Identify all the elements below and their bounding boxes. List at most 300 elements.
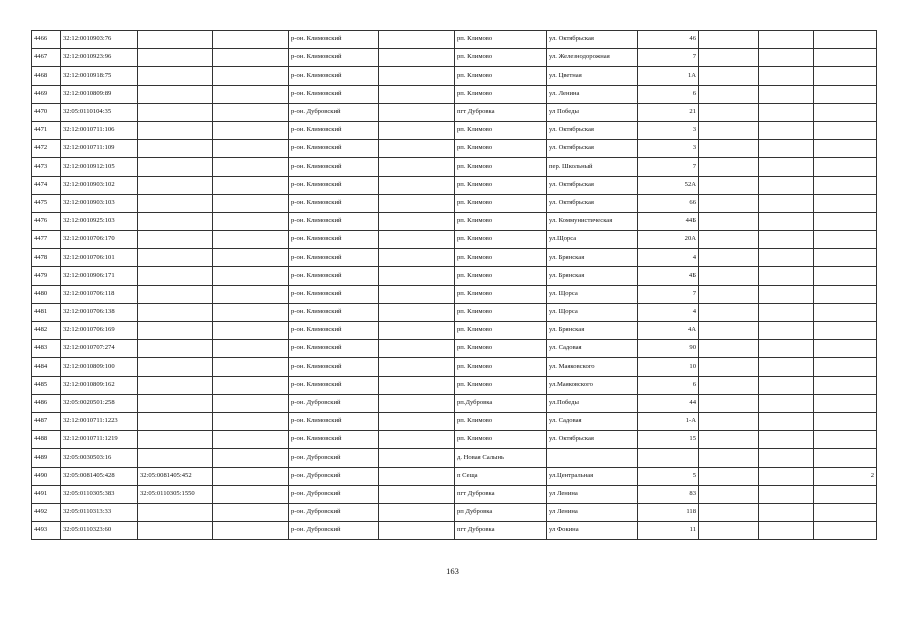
row-number-cell: 4492 [32,503,61,521]
empty-cell [213,231,289,249]
locality-cell: рп. Климово [455,231,547,249]
linked-cadastral-number-cell [138,340,213,358]
empty-cell [759,194,814,212]
table-row [32,431,877,449]
extra-value-cell [814,503,877,521]
house-number-cell: 118 [638,503,699,521]
row-number-cell: 4470 [32,103,61,121]
cadastral-number-cell: 32:12:0010903:103 [61,194,138,212]
page-number: 163 [446,566,459,576]
street-cell: ул. Брянская [547,267,638,285]
locality-cell: рп. Климово [455,67,547,85]
extra-value-cell [814,231,877,249]
district-cell: р-он. Климовский [289,431,379,449]
empty-cell [759,340,814,358]
empty-cell [379,231,455,249]
locality-cell: пгт Дубровка [455,522,547,540]
cadastral-number-cell: 32:12:0010711:1223 [61,412,138,430]
cadastral-number-cell: 32:12:0010903:102 [61,176,138,194]
table-row [32,231,877,249]
cadastral-number-cell: 32:12:0010711:109 [61,140,138,158]
street-cell: ул. Октябрьская [547,194,638,212]
row-number-cell: 4476 [32,212,61,230]
linked-cadastral-number-cell [138,431,213,449]
district-cell: р-он. Климовский [289,121,379,139]
street-cell: ул. Коммунистическая [547,212,638,230]
empty-cell [759,322,814,340]
empty-cell [379,358,455,376]
district-cell: р-он. Климовский [289,140,379,158]
house-number-cell: 4Б [638,267,699,285]
empty-cell [759,376,814,394]
linked-cadastral-number-cell [138,358,213,376]
empty-cell [213,212,289,230]
locality-cell: рп. Климово [455,31,547,49]
district-cell: р-он. Дубровский [289,503,379,521]
table-row [32,67,877,85]
empty-cell [699,103,759,121]
extra-value-cell [814,121,877,139]
empty-cell [759,231,814,249]
house-number-cell: 4 [638,303,699,321]
table-row [32,267,877,285]
row-number-cell: 4473 [32,158,61,176]
table-row [32,140,877,158]
empty-cell [379,158,455,176]
extra-value-cell [814,249,877,267]
extra-value-cell [814,267,877,285]
extra-value-cell [814,176,877,194]
district-cell: р-он. Дубровский [289,394,379,412]
empty-cell [379,340,455,358]
table-row [32,503,877,521]
cadastral-number-cell: 32:12:0010809:100 [61,358,138,376]
linked-cadastral-number-cell [138,31,213,49]
street-cell: ул.Щорса [547,231,638,249]
empty-cell [759,412,814,430]
empty-cell [699,503,759,521]
linked-cadastral-number-cell [138,376,213,394]
empty-cell [699,267,759,285]
empty-cell [379,121,455,139]
house-number-cell: 6 [638,376,699,394]
registry-rows [32,31,877,540]
street-cell: ул.Маяковского [547,376,638,394]
linked-cadastral-number-cell [138,49,213,67]
house-number-cell: 7 [638,158,699,176]
empty-cell [379,522,455,540]
empty-cell [699,176,759,194]
district-cell: р-он. Дубровский [289,467,379,485]
district-cell: р-он. Климовский [289,249,379,267]
empty-cell [213,67,289,85]
row-number-cell: 4471 [32,121,61,139]
cadastral-number-cell: 32:12:0010706:101 [61,249,138,267]
empty-cell [213,376,289,394]
cadastral-number-cell: 32:12:0010707:274 [61,340,138,358]
row-number-cell: 4491 [32,485,61,503]
house-number-cell: 20А [638,231,699,249]
table-row [32,376,877,394]
table-row [32,249,877,267]
district-cell: р-он. Климовский [289,231,379,249]
district-cell: р-он. Климовский [289,340,379,358]
street-cell: ул. Октябрьская [547,31,638,49]
row-number-cell: 4487 [32,412,61,430]
empty-cell [759,431,814,449]
row-number-cell: 4485 [32,376,61,394]
locality-cell: рп. Климово [455,267,547,285]
street-cell: ул. Октябрьская [547,140,638,158]
street-cell: ул. Октябрьская [547,431,638,449]
row-number-cell: 4467 [32,49,61,67]
empty-cell [699,140,759,158]
house-number-cell: 83 [638,485,699,503]
extra-value-cell [814,285,877,303]
empty-cell [213,267,289,285]
district-cell: р-он. Климовский [289,212,379,230]
linked-cadastral-number-cell [138,103,213,121]
empty-cell [213,449,289,467]
empty-cell [379,140,455,158]
street-cell: пер. Школьный [547,158,638,176]
extra-value-cell [814,212,877,230]
locality-cell: рп. Климово [455,358,547,376]
empty-cell [699,158,759,176]
locality-cell: рп. Климово [455,85,547,103]
street-cell: ул. Брянская [547,249,638,267]
locality-cell: рп. Климово [455,340,547,358]
street-cell: ул.Победы [547,394,638,412]
house-number-cell: 6 [638,85,699,103]
empty-cell [379,212,455,230]
linked-cadastral-number-cell [138,322,213,340]
street-cell: ул. Цветная [547,67,638,85]
locality-cell: рп. Климово [455,212,547,230]
street-cell: ул. Железнодорожная [547,49,638,67]
row-number-cell: 4493 [32,522,61,540]
cadastral-number-cell: 32:12:0010809:89 [61,85,138,103]
extra-value-cell [814,158,877,176]
row-number-cell: 4478 [32,249,61,267]
empty-cell [699,249,759,267]
empty-cell [379,503,455,521]
linked-cadastral-number-cell [138,394,213,412]
empty-cell [699,449,759,467]
district-cell: р-он. Климовский [289,49,379,67]
empty-cell [379,285,455,303]
locality-cell: рп. Климово [455,194,547,212]
extra-value-cell [814,522,877,540]
cadastral-number-cell: 32:12:0010706:170 [61,231,138,249]
district-cell: р-он. Дубровский [289,103,379,121]
empty-cell [213,522,289,540]
table-row [32,449,877,467]
street-cell: ул. Щорса [547,303,638,321]
street-cell: ул.Центральная [547,467,638,485]
empty-cell [379,449,455,467]
locality-cell: рп. Климово [455,158,547,176]
empty-cell [759,176,814,194]
district-cell: р-он. Климовский [289,285,379,303]
empty-cell [759,212,814,230]
locality-cell: рп. Климово [455,176,547,194]
cadastral-number-cell: 32:05:0110323:60 [61,522,138,540]
empty-cell [213,431,289,449]
empty-cell [759,140,814,158]
empty-cell [699,303,759,321]
empty-cell [213,394,289,412]
table-row [32,158,877,176]
row-number-cell: 4474 [32,176,61,194]
locality-cell: рп.Дубровка [455,394,547,412]
empty-cell [759,503,814,521]
table-row [32,194,877,212]
locality-cell: рп Дубровка [455,503,547,521]
row-number-cell: 4490 [32,467,61,485]
linked-cadastral-number-cell [138,249,213,267]
cadastral-number-cell: 32:05:0110305:383 [61,485,138,503]
street-cell: ул. Маяковского [547,358,638,376]
row-number-cell: 4489 [32,449,61,467]
empty-cell [213,140,289,158]
house-number-cell: 66 [638,194,699,212]
row-number-cell: 4488 [32,431,61,449]
table-row [32,285,877,303]
empty-cell [379,412,455,430]
cadastral-number-cell: 32:05:0081405:428 [61,467,138,485]
empty-cell [213,194,289,212]
locality-cell: рп. Климово [455,140,547,158]
cadastral-number-cell: 32:12:0010706:118 [61,285,138,303]
empty-cell [213,121,289,139]
house-number-cell: 1-А [638,412,699,430]
empty-cell [699,67,759,85]
row-number-cell: 4483 [32,340,61,358]
extra-value-cell [814,103,877,121]
empty-cell [213,249,289,267]
house-number-cell: 44Б [638,212,699,230]
house-number-cell: 4 [638,249,699,267]
table-row [32,49,877,67]
empty-cell [213,485,289,503]
cadastral-number-cell: 32:05:0020501:258 [61,394,138,412]
empty-cell [699,121,759,139]
linked-cadastral-number-cell: 32:05:0081405:452 [138,467,213,485]
table-row [32,176,877,194]
empty-cell [759,285,814,303]
extra-value-cell: 2 [814,467,877,485]
table-row [32,322,877,340]
street-cell [547,449,638,467]
row-number-cell: 4477 [32,231,61,249]
table-row [32,31,877,49]
empty-cell [213,467,289,485]
cadastral-number-cell: 32:12:0010918:75 [61,67,138,85]
linked-cadastral-number-cell [138,194,213,212]
extra-value-cell [814,31,877,49]
extra-value-cell [814,49,877,67]
empty-cell [759,303,814,321]
locality-cell: рп. Климово [455,431,547,449]
locality-cell: рп. Климово [455,376,547,394]
table-row [32,394,877,412]
house-number-cell: 3 [638,121,699,139]
cadastral-number-cell: 32:12:0010706:169 [61,322,138,340]
locality-cell: рп. Климово [455,412,547,430]
locality-cell: рп. Климово [455,285,547,303]
empty-cell [699,412,759,430]
table-row [32,412,877,430]
empty-cell [379,267,455,285]
registry-table-container [31,30,876,540]
house-number-cell: 7 [638,49,699,67]
empty-cell [379,485,455,503]
table-row [32,103,877,121]
extra-value-cell [814,376,877,394]
cadastral-number-cell: 32:12:0010809:162 [61,376,138,394]
empty-cell [699,340,759,358]
table-row [32,303,877,321]
house-number-cell: 44 [638,394,699,412]
linked-cadastral-number-cell [138,285,213,303]
empty-cell [759,358,814,376]
empty-cell [699,31,759,49]
row-number-cell: 4481 [32,303,61,321]
empty-cell [759,267,814,285]
district-cell: р-он. Климовский [289,267,379,285]
linked-cadastral-number-cell [138,121,213,139]
locality-cell: рп. Климово [455,49,547,67]
street-cell: ул. Октябрьская [547,176,638,194]
locality-cell: рп. Климово [455,121,547,139]
cadastral-number-cell: 32:12:0010711:1219 [61,431,138,449]
empty-cell [699,394,759,412]
empty-cell [379,431,455,449]
table-row [32,467,877,485]
street-cell: ул. Садовая [547,340,638,358]
empty-cell [213,176,289,194]
cadastral-number-cell: 32:12:0010706:138 [61,303,138,321]
linked-cadastral-number-cell [138,212,213,230]
empty-cell [213,303,289,321]
district-cell: р-он. Дубровский [289,485,379,503]
table-row [32,485,877,503]
linked-cadastral-number-cell [138,67,213,85]
linked-cadastral-number-cell [138,85,213,103]
locality-cell: п Сеща [455,467,547,485]
street-cell: ул Ленина [547,503,638,521]
cadastral-number-cell: 32:12:0010906:171 [61,267,138,285]
registry-table [31,30,877,540]
cadastral-number-cell: 32:05:0030503:16 [61,449,138,467]
linked-cadastral-number-cell: 32:05:0110305:1550 [138,485,213,503]
row-number-cell: 4475 [32,194,61,212]
empty-cell [699,285,759,303]
district-cell: р-он. Климовский [289,376,379,394]
district-cell: р-он. Дубровский [289,449,379,467]
empty-cell [759,158,814,176]
linked-cadastral-number-cell [138,412,213,430]
table-row [32,522,877,540]
house-number-cell: 3 [638,140,699,158]
table-row [32,121,877,139]
empty-cell [213,285,289,303]
row-number-cell: 4482 [32,322,61,340]
empty-cell [379,249,455,267]
empty-cell [699,231,759,249]
linked-cadastral-number-cell [138,158,213,176]
empty-cell [759,31,814,49]
district-cell: р-он. Климовский [289,194,379,212]
cadastral-number-cell: 32:12:0010711:106 [61,121,138,139]
empty-cell [213,340,289,358]
table-row [32,212,877,230]
house-number-cell: 4А [638,322,699,340]
empty-cell [759,449,814,467]
row-number-cell: 4486 [32,394,61,412]
cadastral-number-cell: 32:12:0010912:105 [61,158,138,176]
empty-cell [699,431,759,449]
empty-cell [699,358,759,376]
district-cell: р-он. Климовский [289,322,379,340]
house-number-cell: 52А [638,176,699,194]
district-cell: р-он. Климовский [289,31,379,49]
locality-cell: пгт Дубровка [455,485,547,503]
empty-cell [213,322,289,340]
district-cell: р-он. Климовский [289,412,379,430]
empty-cell [759,85,814,103]
empty-cell [379,67,455,85]
empty-cell [213,158,289,176]
empty-cell [699,522,759,540]
empty-cell [379,176,455,194]
empty-cell [379,85,455,103]
row-number-cell: 4472 [32,140,61,158]
row-number-cell: 4484 [32,358,61,376]
row-number-cell: 4480 [32,285,61,303]
empty-cell [699,85,759,103]
district-cell: р-он. Дубровский [289,522,379,540]
empty-cell [379,31,455,49]
empty-cell [759,522,814,540]
locality-cell: пгт Дубровка [455,103,547,121]
extra-value-cell [814,449,877,467]
empty-cell [379,103,455,121]
empty-cell [759,103,814,121]
house-number-cell: 11 [638,522,699,540]
locality-cell: рп. Климово [455,249,547,267]
empty-cell [213,31,289,49]
linked-cadastral-number-cell [138,267,213,285]
empty-cell [759,49,814,67]
house-number-cell: 46 [638,31,699,49]
locality-cell: рп. Климово [455,303,547,321]
empty-cell [213,358,289,376]
row-number-cell: 4479 [32,267,61,285]
row-number-cell: 4469 [32,85,61,103]
cadastral-number-cell: 32:12:0010925:103 [61,212,138,230]
extra-value-cell [814,140,877,158]
empty-cell [759,394,814,412]
table-row [32,358,877,376]
empty-cell [759,67,814,85]
house-number-cell: 5 [638,467,699,485]
empty-cell [379,303,455,321]
empty-cell [213,503,289,521]
district-cell: р-он. Климовский [289,67,379,85]
extra-value-cell [814,322,877,340]
